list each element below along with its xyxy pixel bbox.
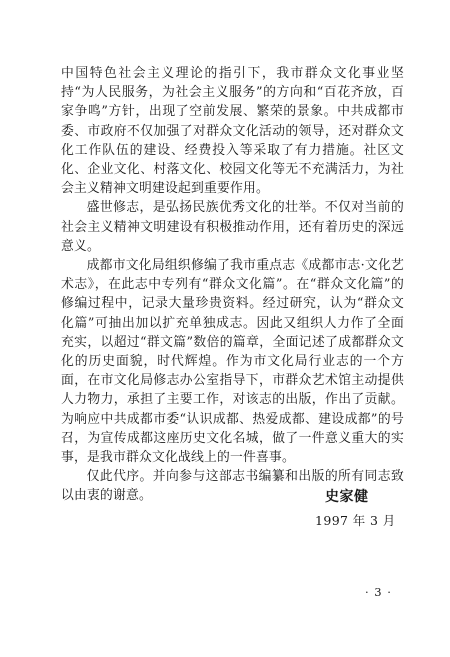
paragraph-acknowledgement: 仅此代序。并向参与这部志书编纂和出版的所有同志致以由衷的谢意。 [61, 469, 404, 504]
author-signature: 史家健 [325, 489, 369, 505]
signature-date: 1997 年 3 月 [315, 513, 396, 528]
paragraph-continuation: 中国特色社会主义理论的指引下，我市群众文化事业坚持“为人民服务，为社会主义服务”的方向和“百花齐放，百家争鸣”方针，出现了空前发展、繁荣的景象。中共成都市委、市政府不仅加强了对群众文化活动的领导，还对群众文化工作队伍的建设、经费投入等采取了有力措施。社区文化、企业文化、村落文化、校园文化等无不充满活力，为社会主义精神文明建设起到重要作用。 [61, 66, 404, 197]
preface-body [61, 64, 404, 506]
paragraph-compiling-history: 盛世修志，是弘扬民族优秀文化的壮举。不仅对当前的社会主义精神文明建设有积极推动作用，还有着历史的深远意义。 [61, 200, 404, 254]
page-number: · 3 · [365, 585, 392, 599]
paragraph-gazetteer-compilation: 成都市文化局组织修编了我市重点志《成都市志·文化艺术志》，在此志中专列有“群众文化篇”。在“群众文化篇”的修编过程中，记录大量珍贵资料。经过研究，认为“群众文化篇”可抽出加以扩充单独成志。因此又组织人力作了全面充实，以超过“群文篇”数倍的篇章，全面记述了成都群众文化的历史面貌，时代辉煌。作为市文化局行业志的一个方面，在市文化局修志办公室指导下，市群众艺术馆主动提供人力物力，承担了主要工作，对该志的出版，作出了贡献。为响应中共成都市委“认识成都、热爱成都、建设成都”的号召，为宣传成都这座历史文化名城，做了一件意义重大的实事，是我市群众文化战线上的一件喜事。 [61, 258, 404, 466]
